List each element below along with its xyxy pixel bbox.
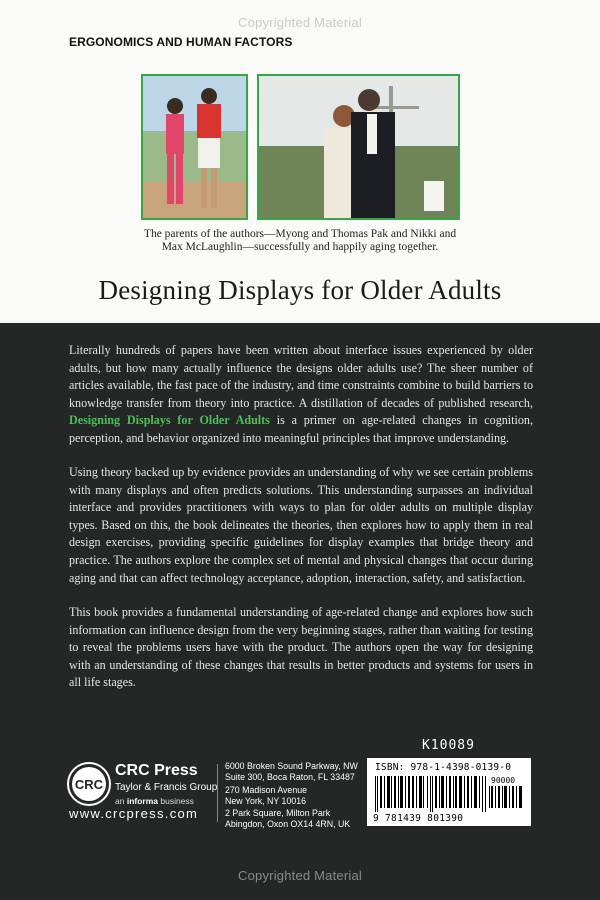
watermark-top: Copyrighted Material [238,15,362,30]
description-paragraph-1 [69,342,533,448]
photo-parents-pak [141,74,248,220]
informa-prefix: an [115,796,127,806]
photo-mclaughlin-illustration [259,76,458,218]
p1-text-before: Literally hundreds of papers have been written about interface issues experienced by older adults, but how many actually influence the designs older adults use? The sheer number of articles available, the fast pace of the industry, and time constraints combine to build barriers to knowledge transfer from theory into practice. A distillation of decades of published research, [69,343,533,410]
address-line: Suite 300, Boca Raton, FL 33487 [225,771,355,782]
photo-caption [120,228,480,254]
isbn-label: ISBN: 978-1-4398-0139-0 [375,762,512,773]
publisher-url[interactable]: www.crcpress.com [69,806,199,821]
watermark-bottom: Copyrighted Material [238,868,362,883]
address-line: 2 Park Square, Milton Park [225,808,331,818]
barcode-main-bars [375,776,487,812]
book-title: Designing Displays for Older Adults [98,275,502,305]
series-name: ERGONOMICS AND HUMAN FACTORS [69,35,293,49]
catalog-code: K10089 [422,738,475,753]
address-boca-raton [225,761,358,782]
photo-pak-illustration [143,76,246,218]
informa-suffix: business [158,796,194,806]
crc-press-logo-icon [67,762,111,806]
barcode-addon-number: 90000 [491,776,516,785]
caption-line-2: Max McLaughlin—successfully and happily aging together. [161,241,439,253]
description-paragraph-3: This book provides a fundamental understanding of age-related change and explores how such information can influence design from the very beginning stages, rather than waiting for testing to reveal the problems users have with the product. The authors open the way for designing with an understanding of these changes that results in better products and systems for users in all life stages. [69,605,533,690]
address-line: Abingdon, Oxon OX14 4RN, UK [225,818,351,829]
address-abingdon [225,808,350,829]
address-new-york [225,785,307,806]
informa-brand: informa [126,796,158,806]
publisher-group: Taylor & Francis Group [115,782,218,793]
photo-parents-mclaughlin [257,74,460,220]
address-line: 270 Madison Avenue [225,785,308,795]
caption-line-1: The parents of the authors—Myong and Thomas Pak and Nikki and [143,228,457,240]
isbn-barcode [367,758,531,826]
address-line: New York, NY 10016 [225,795,307,806]
publisher-name: CRC Press [115,762,198,779]
publisher-informa-tag [115,796,194,806]
publisher-divider [217,764,218,822]
address-line: 6000 Broken Sound Parkway, NW [225,761,358,771]
p1-text-after: is a primer on age-related changes in cognition, perception, and behavior organized into meaningful principles that improve understanding. [69,413,533,445]
barcode-digits: 9 781439 801390 [373,813,464,824]
p1-book-title-highlight: Designing Displays for Older Adults [69,413,270,428]
description-paragraph-2: Using theory backed up by evidence provides an understanding of why we see certain problems with many displays and often predicts solutions. This understanding surpasses an individual interface and provides practitioners with ways to plan for older adults on multiple display types. Based on this, the book delineates the theories, then explores how to apply them in real design exercises, providing specific guidelines for display examples that bridge theory and practice. The authors explore the complex set of mental and physical changes that occur during aging and that can affect technology acceptance, adoption, interaction, safety, and satisfaction. [69,465,533,585]
crc-logo-text: CRC [74,777,104,792]
